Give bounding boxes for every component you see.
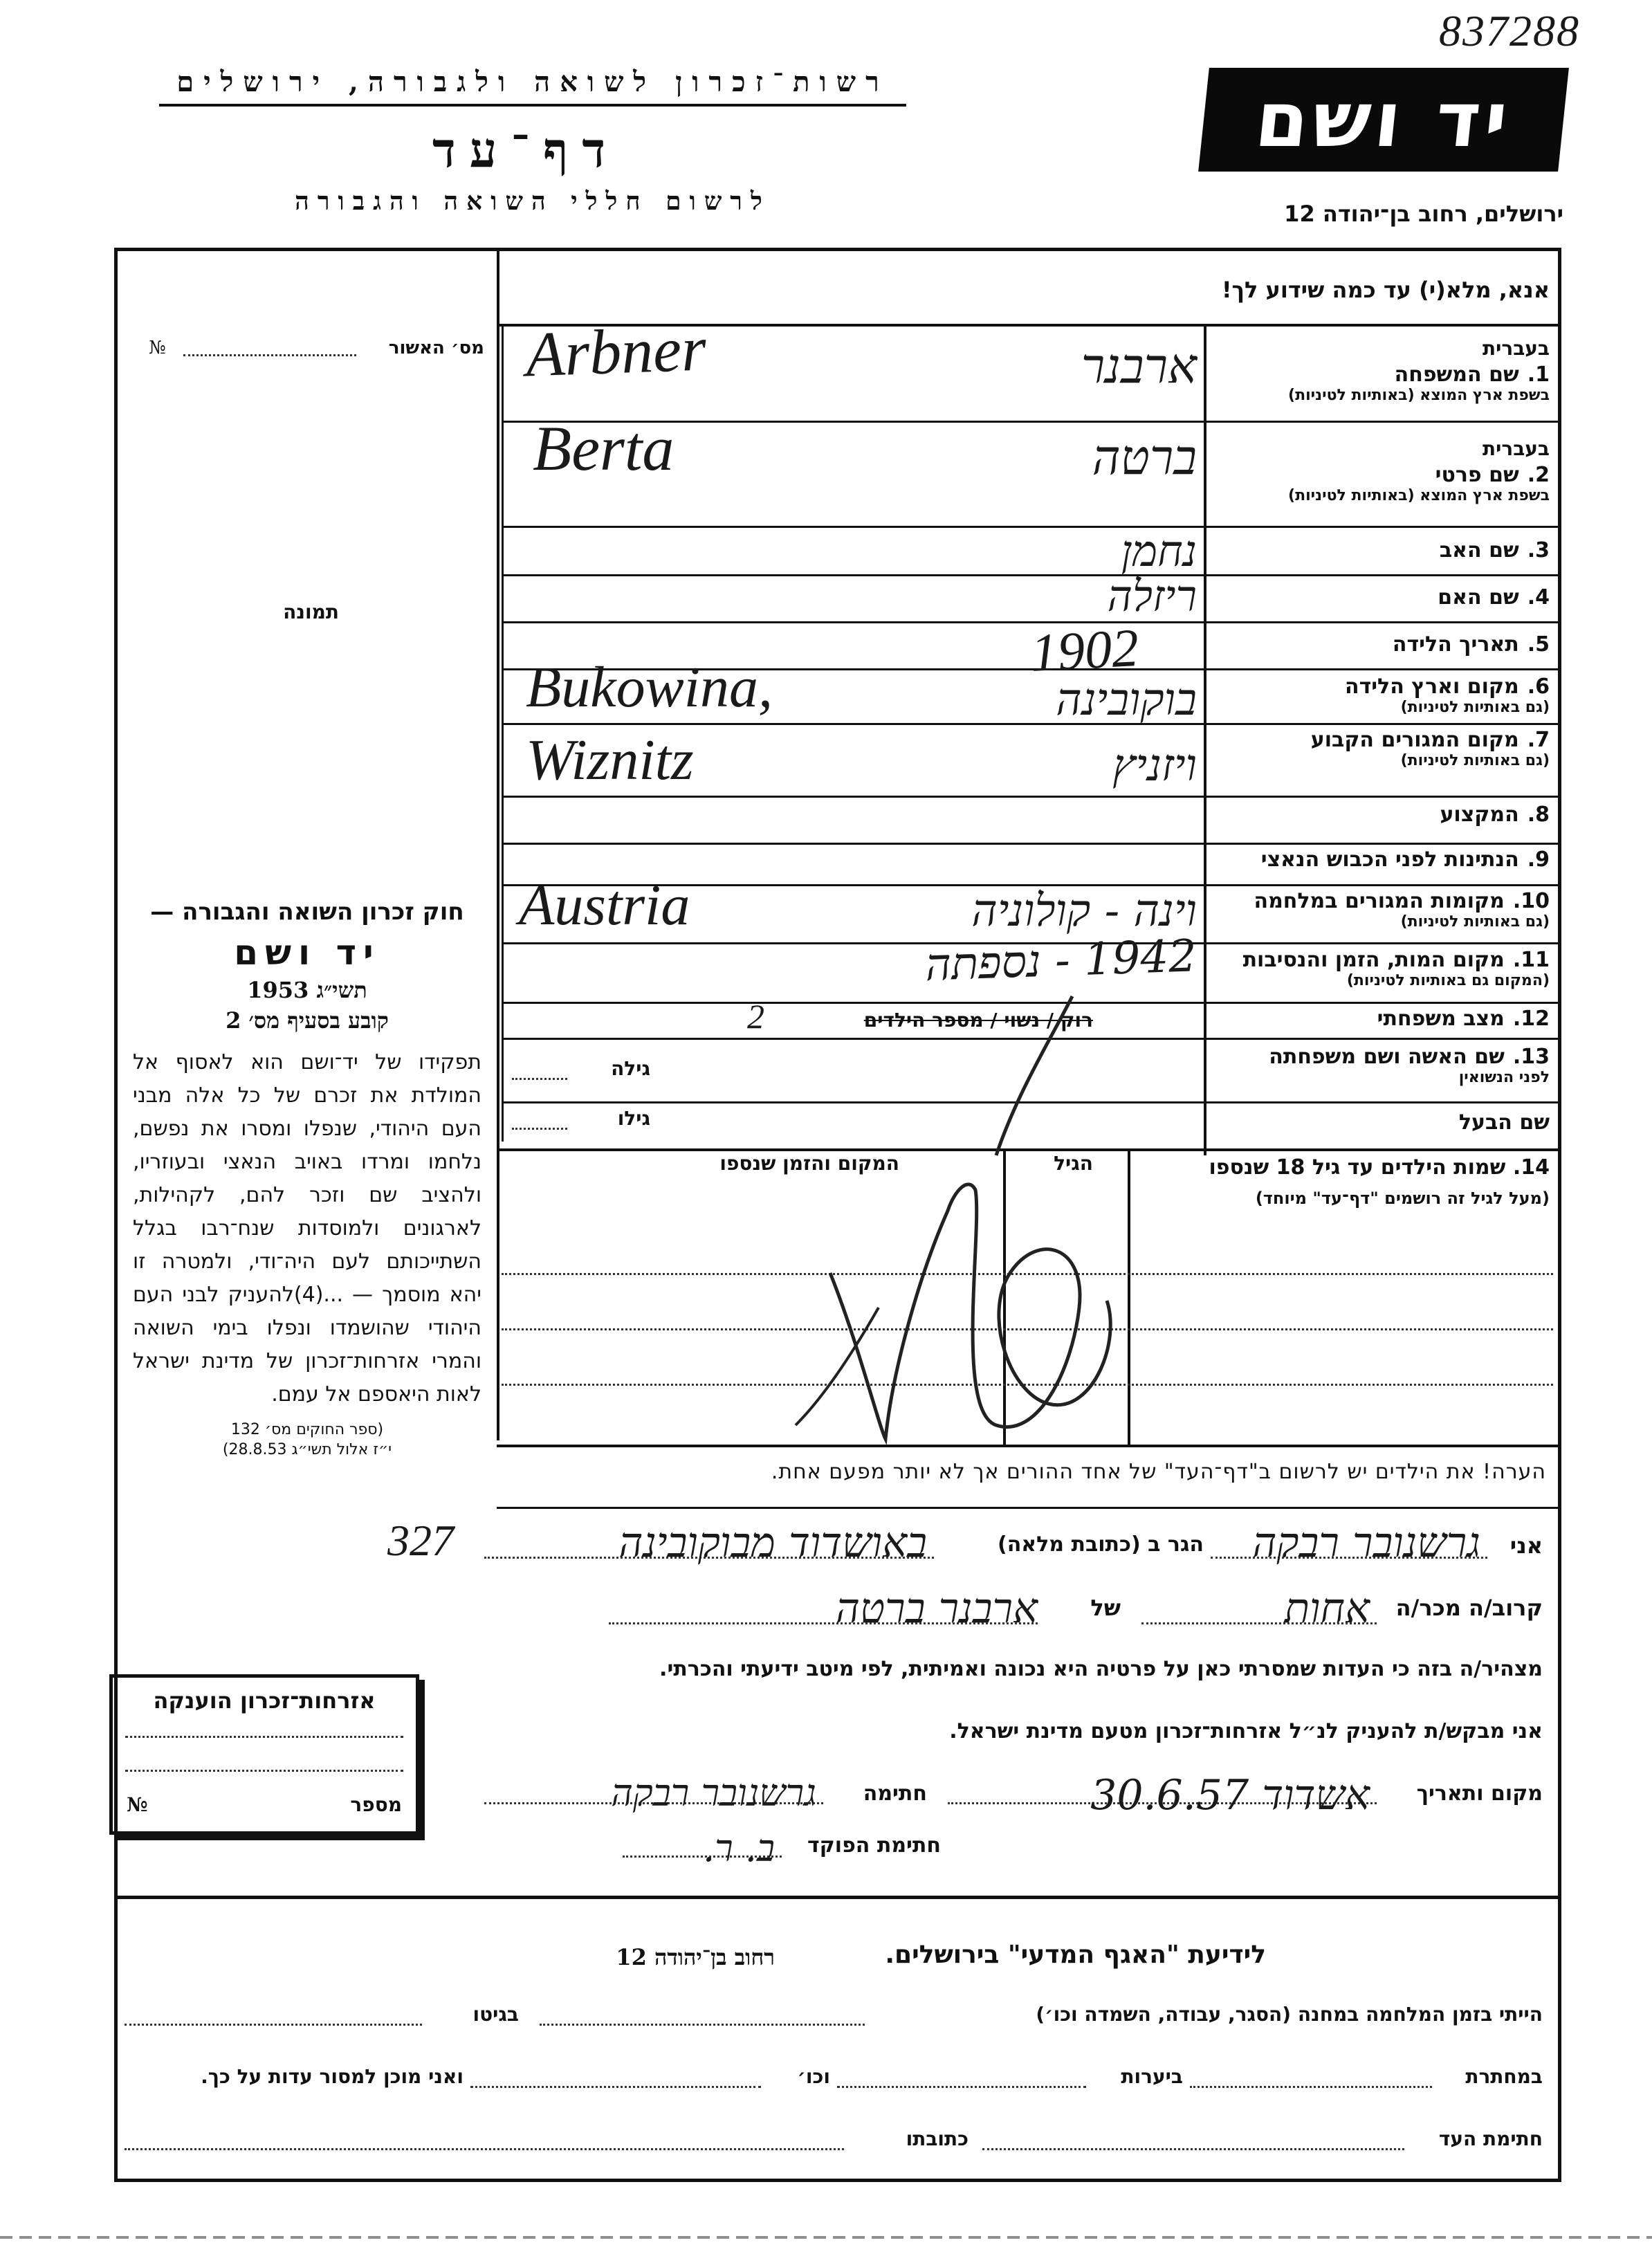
footer-line1-a: הייתי בזמן המלחמה במחנה (הסגר, עבודה, השמדה וכו׳) bbox=[1036, 2003, 1543, 2026]
ghetto-field[interactable] bbox=[125, 2024, 422, 2026]
field-label bbox=[1211, 1007, 1550, 1031]
scribble-stroke bbox=[796, 1308, 879, 1425]
field-number: 5. bbox=[1527, 632, 1550, 657]
field-number: 13. bbox=[1512, 1045, 1550, 1069]
row-rule bbox=[502, 796, 1561, 798]
husband-label: שם הבעל bbox=[1458, 1110, 1550, 1135]
field-hebrew-hint: בעברית bbox=[1482, 437, 1550, 460]
hw-given-latin: Berta bbox=[533, 413, 674, 484]
scribble-mark bbox=[747, 982, 1135, 1467]
hw-birthplace-latin: Bukowina, bbox=[526, 655, 773, 720]
field-label bbox=[1211, 889, 1550, 913]
law-body: תפקידו של יד־ושם הוא לאסוף אל המולדת את זכרם של כל אלה מבני העם היהודי, שנפלו ומסרו את נפשם, נלחמו ומרדו באויב הנאצי ובעוזריו, ולהציב שם וזכר להם, לקהילות, לארגונים ולמוסדות שנח־רבו בגלל השתייכותם לעם היה־ודי, ולמטרה זו יהא מוסמך — ...(4)להעניק לבני העם היהודי שהושמדו ונפלו בימי השואה והמרי אזרחות־זכרון של מדינת ישראל לאות היאספם אל עמם. bbox=[133, 1050, 481, 1407]
citizenship-title: אזרחות־זכרון הוענקה bbox=[153, 1687, 376, 1714]
law-name: יד ושם bbox=[234, 933, 380, 973]
field-label-text: הנתינות לפני הכבוש הנאצי bbox=[1260, 848, 1519, 872]
age-field-wife[interactable] bbox=[512, 1078, 567, 1080]
hw-residence-he: ויזניץ bbox=[1112, 740, 1197, 791]
field-label-text: מקומות המגורים במלחמה bbox=[1254, 889, 1505, 913]
law-box bbox=[118, 879, 497, 1522]
hw-witness-address: באושדוד מבוקובינה bbox=[618, 1519, 927, 1567]
field-number: 2. bbox=[1527, 463, 1550, 487]
footer-divider bbox=[114, 1896, 1561, 1899]
field-number: 10. bbox=[1512, 889, 1550, 913]
hw-children-count: 2 bbox=[747, 997, 764, 1036]
field-row-7 bbox=[1211, 728, 1550, 769]
children-title: שמות הילדים עד גיל 18 שנספו bbox=[1209, 1155, 1506, 1180]
scan-edge-line bbox=[0, 2236, 1652, 2239]
field-label-text: מצב משפחתי bbox=[1377, 1007, 1505, 1031]
field-row-4 bbox=[1211, 585, 1550, 610]
field-number: 9. bbox=[1527, 848, 1550, 872]
age-label-husband: גילו bbox=[617, 1107, 650, 1130]
field-row-10 bbox=[1211, 889, 1550, 931]
field-label-text: שם האם bbox=[1438, 585, 1519, 610]
field-label bbox=[1211, 363, 1550, 387]
hw-birth-year: 1902 bbox=[1029, 616, 1141, 684]
field-number: 3. bbox=[1527, 538, 1550, 562]
field-hint: (גם באותיות לטיניות) bbox=[1400, 699, 1550, 716]
footer-line2-d: ואני מוכן למסור עדות על כך. bbox=[201, 2065, 464, 2088]
header-address: ירושלים, רחוב בן־יהודה 12 bbox=[1284, 201, 1563, 227]
answer-area-divider bbox=[502, 325, 504, 1142]
age-label-wife: גילה bbox=[611, 1057, 650, 1080]
field-row-5 bbox=[1211, 632, 1550, 657]
etc-field[interactable] bbox=[470, 2086, 761, 2088]
approval-no-sign: № bbox=[149, 338, 166, 358]
note: הערה! את הילדים יש לרשום ב"דף־העד" של אחד ההורים אך לא יותר מפעם אחת. bbox=[771, 1460, 1546, 1484]
instruction: אנא, מלא(י) עד כמה שידוע לך! bbox=[1221, 277, 1550, 303]
field-hint: (גם באותיות לטיניות) bbox=[1400, 913, 1550, 931]
left-column-divider bbox=[497, 250, 499, 1440]
children-col-place: המקום והזמן שנספו bbox=[719, 1152, 899, 1175]
citizenship-box bbox=[109, 1674, 419, 1835]
witness-address-field[interactable] bbox=[125, 2148, 844, 2150]
citizenship-number-label: מספר bbox=[350, 1793, 402, 1816]
witness-signature-field[interactable] bbox=[982, 2148, 1404, 2150]
field-number: 11. bbox=[1512, 948, 1550, 972]
field-number: 7. bbox=[1527, 728, 1550, 752]
field-number: 8. bbox=[1527, 803, 1550, 827]
field-label bbox=[1211, 1045, 1550, 1069]
hw-relation: אחות bbox=[1284, 1584, 1370, 1633]
hw-witness-num: 327 bbox=[387, 1516, 454, 1565]
field-number: 6. bbox=[1527, 675, 1550, 699]
footer-line3-b: כתובתו bbox=[906, 2127, 969, 2150]
field-row-11 bbox=[1211, 948, 1550, 989]
law-clause: קובע בסעיף מס׳ 2 bbox=[226, 1007, 389, 1034]
field-label bbox=[1211, 948, 1550, 972]
field-label bbox=[1211, 632, 1550, 657]
field-label bbox=[1211, 803, 1550, 827]
field-hebrew-hint: בעברית bbox=[1482, 337, 1550, 360]
field-label bbox=[1211, 848, 1550, 872]
approval-number-field[interactable] bbox=[183, 354, 356, 356]
footer-line2-b: ביערות bbox=[1121, 2065, 1183, 2088]
scribble-stroke bbox=[830, 996, 1110, 1439]
marital-options: רוק / נשוי / מספר הילדים bbox=[863, 1009, 1093, 1032]
camp-field[interactable] bbox=[540, 2024, 865, 2026]
field-label-text: תאריך הלידה bbox=[1392, 632, 1519, 657]
field-row-3 bbox=[1211, 538, 1550, 562]
law-ref-2: י״ז אלול תשי״ג 28.8.53) bbox=[222, 1441, 392, 1458]
footer-line2-c: וכו׳ bbox=[797, 2065, 830, 2088]
footer-line3-a: חתימת העד bbox=[1438, 2127, 1543, 2150]
field-row-12 bbox=[1211, 1007, 1550, 1031]
hw-surname-latin: Arbner bbox=[524, 313, 708, 390]
field-row-9 bbox=[1211, 848, 1550, 872]
decl-line-4: אני מבקש/ת להעניק לנ״ל אזרחות־זכרון מטעם מדינת ישראל. bbox=[949, 1719, 1543, 1743]
field-label-text: המקצוע bbox=[1440, 803, 1519, 827]
decl-mid-1: הגר ב (כתובת מלאה) bbox=[997, 1532, 1204, 1557]
photo-label: תמונה bbox=[283, 601, 339, 623]
law-title: חוק זכרון השואה והגבורה — bbox=[150, 898, 464, 926]
decl-prefix-1: אני bbox=[1509, 1532, 1543, 1559]
field-label-text: שם פרטי bbox=[1435, 463, 1519, 487]
hw-mother: ריזלה bbox=[1107, 571, 1197, 621]
field-number: 1. bbox=[1527, 363, 1550, 387]
children-number: 14. bbox=[1512, 1155, 1550, 1180]
footer-line2-a: במחתרת bbox=[1465, 2065, 1543, 2088]
logo-text: יד ושם bbox=[1251, 75, 1516, 164]
footer-title: לידיעת "האגף המדעי" בירושלים. bbox=[885, 1941, 1266, 1969]
footer-line1-b: בגיטו bbox=[472, 2003, 519, 2026]
authority-underline bbox=[159, 104, 906, 107]
children-col-age: הגיל bbox=[1054, 1152, 1093, 1175]
field-row-1 bbox=[1211, 337, 1550, 404]
field-row-2 bbox=[1211, 437, 1550, 504]
forests-field[interactable] bbox=[837, 2086, 1086, 2088]
field-hint: בשפת ארץ המוצא (באותיות לטיניות) bbox=[1288, 387, 1550, 404]
hw-officer-sig: ב. ר. bbox=[702, 1826, 775, 1870]
officer-label: חתימת הפוקד bbox=[807, 1833, 941, 1858]
field-label-text: שם האשה ושם משפחתה bbox=[1269, 1045, 1505, 1069]
row-rule bbox=[502, 843, 1561, 845]
hw-wartime-he: וינה - קולוניה bbox=[971, 886, 1197, 937]
field-label-text: שם המשפחה bbox=[1394, 363, 1519, 387]
children-label bbox=[1135, 1155, 1550, 1180]
underground-field[interactable] bbox=[1190, 2086, 1432, 2088]
signature-label: חתימה bbox=[863, 1781, 927, 1806]
hw-death: 1942 - נספתה bbox=[924, 931, 1198, 991]
place-date-label: מקום ותאריך bbox=[1416, 1781, 1543, 1806]
field-hint: (המקום גם באותיות לטיניות) bbox=[1346, 972, 1550, 989]
field-label bbox=[1211, 728, 1550, 752]
field-hint: (גם באותיות לטיניות) bbox=[1400, 752, 1550, 769]
yad-vashem-logo bbox=[1198, 68, 1569, 172]
field-row-6 bbox=[1211, 675, 1550, 716]
archive-number: 837288 bbox=[1439, 6, 1580, 55]
hw-birthplace-he: בוקובינה bbox=[1056, 675, 1197, 726]
decl-line-3: מצהיר/ה בזה כי העדות שמסרתי כאן על פרטיה היא נכונה ואמיתית, לפי מיטב ידיעתי והכרתי. bbox=[659, 1657, 1543, 1681]
field-hint: בשפת ארץ המוצא (באותיות לטיניות) bbox=[1288, 487, 1550, 504]
field-row-8 bbox=[1211, 803, 1550, 827]
law-ref-1: (ספר החוקים מס׳ 132 bbox=[230, 1421, 384, 1438]
citizenship-no-sign: № bbox=[127, 1793, 148, 1816]
field-label bbox=[1211, 585, 1550, 610]
field-label bbox=[1211, 675, 1550, 699]
footer-address: רחוב בן־יהודה 12 bbox=[616, 1944, 775, 1970]
hw-given-he: ברטה bbox=[1092, 429, 1197, 486]
age-field-husband[interactable] bbox=[512, 1128, 567, 1130]
field-row-13 bbox=[1211, 1045, 1550, 1086]
field-label bbox=[1211, 463, 1550, 487]
law-year: תשי״ג 1953 bbox=[247, 977, 367, 1003]
approval-label: מס׳ האשור bbox=[388, 338, 484, 358]
authority-name: רשות־זכרון לשואה ולגבורה, ירושלים bbox=[176, 66, 889, 98]
hw-place-date: אשדוד 30.6.57 bbox=[1090, 1771, 1370, 1820]
hw-residence-latin: Wiznitz bbox=[526, 728, 694, 792]
hw-relative-of: ארבנר ברטה bbox=[835, 1584, 1038, 1633]
field-number: 4. bbox=[1527, 585, 1550, 610]
hw-father: נחמן bbox=[1121, 526, 1197, 576]
field-label-text: מקום וארץ הלידה bbox=[1344, 675, 1519, 699]
hw-signature: גרשנובר רבקה bbox=[611, 1771, 816, 1815]
hw-surname-he: ארבנר bbox=[1081, 338, 1197, 394]
note-bottom-rule bbox=[497, 1507, 1561, 1509]
children-hint: (מעל לגיל זה רושמים "דף־עד" מיוחד) bbox=[1255, 1189, 1550, 1208]
hw-witness-name: גרשנובר רבקה bbox=[1252, 1519, 1480, 1567]
label-column-divider bbox=[1204, 325, 1206, 1155]
decl-prefix-2: קרוב/ה מכר/ה bbox=[1395, 1595, 1543, 1621]
field-label-text: מקום המות, הזמן והנסיבות bbox=[1242, 948, 1505, 972]
form-title: דף־עד bbox=[432, 121, 619, 178]
citizenship-line bbox=[125, 1723, 403, 1738]
hw-wartime-latin: Austria bbox=[519, 873, 690, 937]
decl-mid-2: של bbox=[1090, 1595, 1121, 1621]
field-label-text: שם האב bbox=[1439, 538, 1519, 562]
field-number: 12. bbox=[1512, 1007, 1550, 1031]
field-label bbox=[1211, 538, 1550, 562]
form-subtitle: לרשום חללי השואה והגבורה bbox=[295, 187, 771, 216]
field-hint: לפני הנשואין bbox=[1458, 1069, 1550, 1086]
field-label-text: מקום המגורים הקבוע bbox=[1310, 728, 1519, 752]
citizenship-line bbox=[125, 1757, 403, 1772]
